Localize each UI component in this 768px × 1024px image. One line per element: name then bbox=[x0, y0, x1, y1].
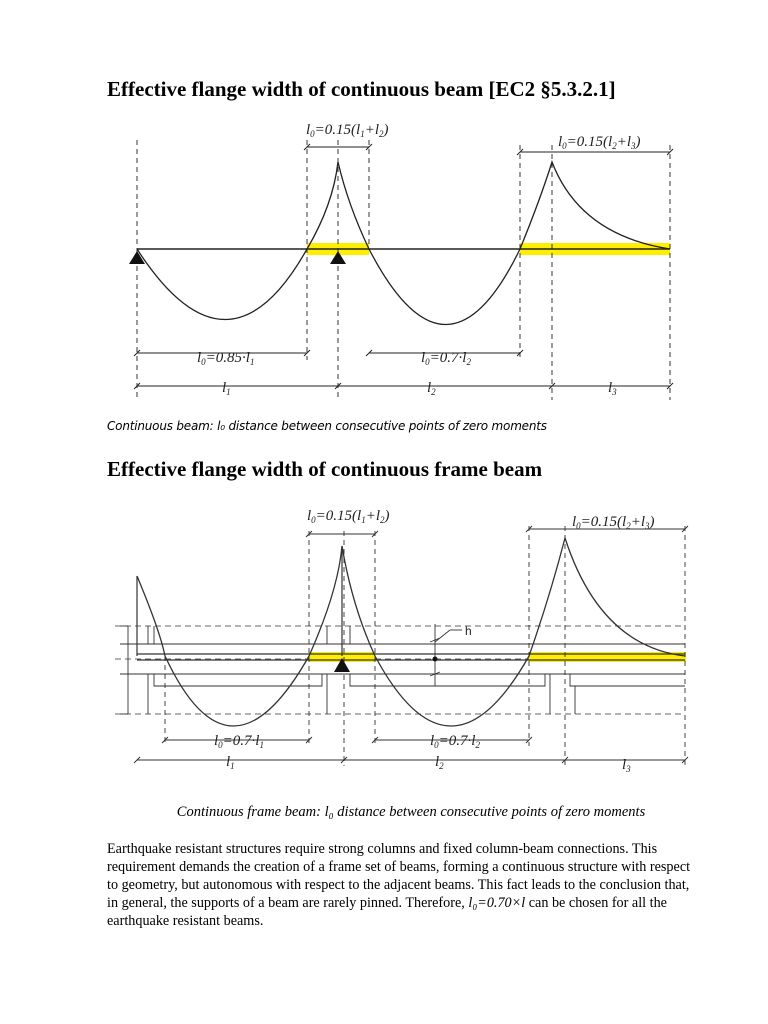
height-dimension bbox=[430, 624, 462, 686]
label-l1: $l_1$ bbox=[222, 380, 231, 397]
label-l3: $l_3$ bbox=[622, 757, 631, 774]
caption-frame-beam: Continuous frame beam: l₀ distance between consecutive points of zero moments bbox=[176, 804, 646, 820]
frame-outlines bbox=[120, 626, 685, 714]
frame-hidden-lines bbox=[115, 626, 685, 714]
label-span-2-l0: $l_0=0.7\cdot l_2$ bbox=[430, 733, 480, 750]
label-span-1-l0: $l_0=0.7\cdot l_1$ bbox=[214, 733, 264, 750]
section-title-continuous-beam: Effective flange width of continuous beam [EC2 §5.3.2.1] bbox=[107, 77, 616, 101]
label-l1: $l_1$ bbox=[226, 754, 235, 771]
label-l2: $l_2$ bbox=[435, 754, 444, 771]
dimension-lines bbox=[137, 529, 685, 760]
label-support-1-l0: $l_0=0.15(l_1+l_2)$ bbox=[307, 508, 390, 525]
label-span-2-l0: $l_0=0.7\cdot l_2$ bbox=[421, 350, 471, 367]
label-span-1-l0: $l_0=0.85\cdot l_1$ bbox=[197, 350, 255, 367]
label-h: h bbox=[465, 624, 472, 638]
label-support-1-l0: $l_0=0.15(l_1+l_2)$ bbox=[306, 122, 389, 139]
continuous-beam-diagram bbox=[0, 110, 768, 410]
centroid-dot bbox=[433, 657, 438, 662]
paragraph-text-after: can be chosen for all the earthquake resistant beams. bbox=[107, 895, 667, 929]
label-support-2-l0: $l_0=0.15(l_2+l_3)$ bbox=[558, 134, 641, 151]
dimension-ticks bbox=[134, 526, 688, 763]
paragraph-formula: l₀=0.70×l bbox=[468, 895, 526, 911]
paragraph-text-before: Earthquake resistant structures require strong columns and fixed column-beam connections. This requirement demands the creation of a frame set of beams, forming a continuous structure with respect to geometry, but autonomous with respect to the adjacent beams. This fact leads to the conclusion that, in general, the supports of a beam are rarely pinned. Therefore, bbox=[107, 841, 691, 911]
frame-beam-diagram bbox=[0, 496, 768, 786]
label-l3: $l_3$ bbox=[608, 380, 617, 397]
caption-continuous-beam: Continuous beam: l₀ distance between consecutive points of zero moments bbox=[107, 419, 547, 433]
label-support-2-l0: $l_0=0.15(l_2+l_3)$ bbox=[572, 514, 655, 531]
label-l2: $l_2$ bbox=[427, 380, 436, 397]
body-paragraph bbox=[107, 840, 697, 930]
section-title-frame-beam: Effective flange width of continuous frame beam bbox=[107, 457, 543, 481]
moment-curve bbox=[137, 538, 685, 726]
reference-lines bbox=[165, 526, 685, 766]
